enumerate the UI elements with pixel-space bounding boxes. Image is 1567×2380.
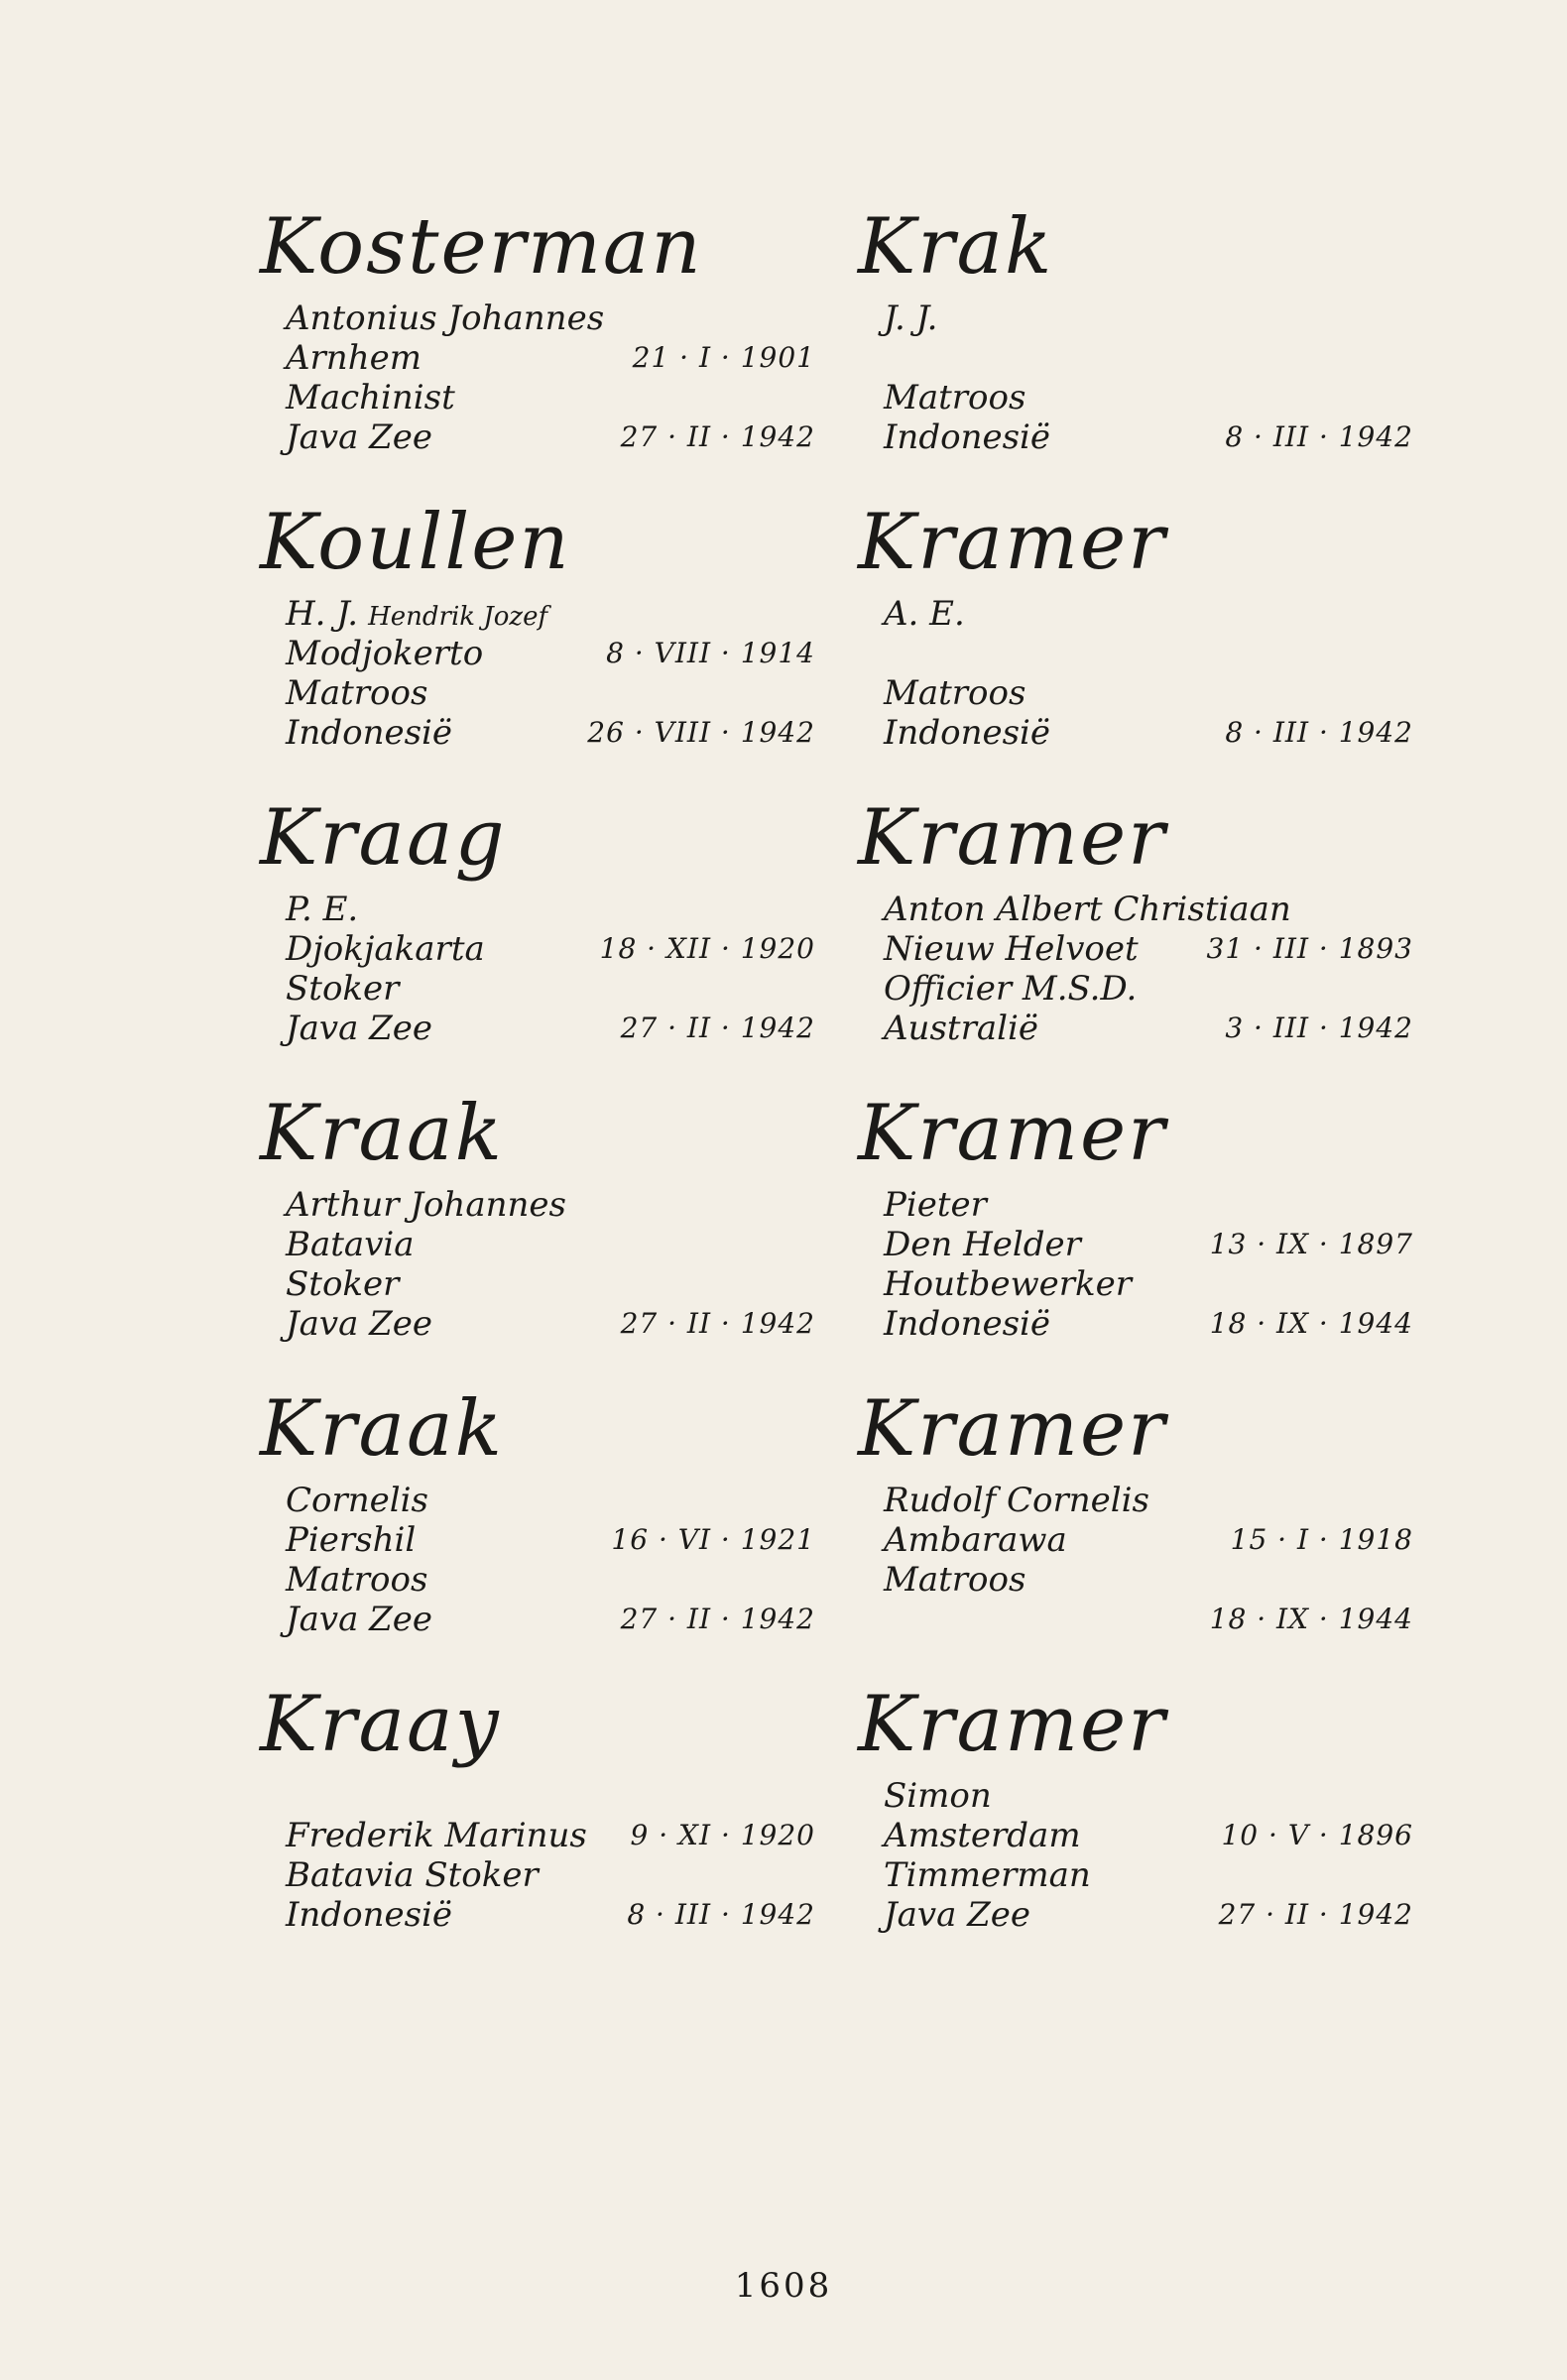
entry-text: [884, 1816, 1091, 1858]
entry-date: 27 · II · 1942: [620, 420, 815, 453]
entry-main-text: H. J.: [286, 594, 359, 634]
entry-date: 18 · IX · 1944: [1209, 1603, 1413, 1635]
entry-text: [286, 929, 495, 972]
register-entry: [260, 499, 815, 794]
surname: Krak: [858, 202, 1054, 292]
entry-line: [260, 713, 815, 753]
entry-text: [286, 1304, 442, 1347]
entry-date: 9 · XI · 1920: [630, 1819, 815, 1851]
entry-text: [884, 1481, 1159, 1523]
entry-line: [260, 298, 815, 338]
entry-date: 27 · II · 1942: [620, 1012, 815, 1044]
entry-line: [858, 378, 1413, 417]
entry-text: [884, 1560, 1035, 1603]
entry-text: [286, 338, 431, 381]
entry-text: [884, 417, 1060, 460]
register-entry: [858, 1385, 1413, 1681]
entry-line: [260, 594, 815, 634]
entry-main-text: Arnhem: [286, 338, 422, 378]
entry-date: 10 · V · 1896: [1221, 1819, 1413, 1851]
entry-main-text: Indonesië: [884, 417, 1051, 457]
entry-main-text: Stoker: [286, 1264, 400, 1304]
surname: Kraak: [260, 1089, 504, 1178]
entry-text: [286, 673, 437, 716]
entry-line: [858, 1816, 1413, 1855]
entry-main-text: Stoker: [286, 969, 400, 1009]
entry-line: [858, 1304, 1413, 1344]
register-entry: [858, 1090, 1413, 1385]
entry-line: [858, 417, 1413, 457]
entry-main-text: Arthur Johannes: [286, 1185, 566, 1225]
entry-line: [858, 929, 1413, 969]
entry-main-text: A. E.: [884, 594, 965, 634]
entry-text: [286, 713, 462, 756]
entry-main-text: Frederik Marinus: [286, 1816, 587, 1855]
entry-text: [884, 1185, 997, 1228]
entry-date: 31 · III · 1893: [1206, 932, 1413, 965]
surname: Kramer: [858, 1384, 1167, 1474]
entry-line: [260, 1009, 815, 1048]
entry-text: [286, 1185, 576, 1228]
entry-date: 8 · III · 1942: [1225, 716, 1413, 749]
entry-main-text: J. J.: [884, 298, 938, 338]
entry-text: [286, 1481, 438, 1523]
entry-line: [260, 1895, 815, 1935]
entry-text: [884, 969, 1146, 1012]
entry-line: [858, 594, 1413, 634]
entry-text: [286, 1520, 425, 1563]
entry-main-text: Houtbewerker: [884, 1264, 1133, 1304]
entry-line: [260, 1855, 815, 1895]
entry-main-text: Machinist: [286, 378, 455, 417]
left-column: [260, 203, 815, 1976]
entry-text: [286, 1009, 442, 1051]
register-entry: [260, 1385, 815, 1681]
register-entry: [260, 1681, 815, 1976]
entry-date: 3 · III · 1942: [1225, 1012, 1413, 1044]
entry-text: [286, 634, 493, 676]
entry-line: [858, 1225, 1413, 1264]
entry-main-text: Den Helder: [884, 1225, 1081, 1264]
entry-text: [884, 634, 894, 676]
entry-main-text: Officier M.S.D.: [884, 969, 1138, 1009]
entry-main-text: Matroos: [286, 673, 428, 713]
entry-date: 15 · I · 1918: [1230, 1523, 1413, 1556]
entry-text: [884, 890, 1301, 932]
entry-main-text: Pieter: [884, 1185, 987, 1225]
entry-text: [286, 298, 614, 341]
entry-text: [884, 594, 975, 637]
entry-line: [260, 1225, 815, 1264]
entry-line: [858, 1895, 1413, 1935]
entry-main-text: Matroos: [884, 1560, 1026, 1600]
register-entry: [858, 499, 1413, 794]
entry-text: [884, 338, 894, 381]
entry-main-text: Australië: [884, 1009, 1038, 1048]
entry-text: [286, 969, 409, 1012]
entry-main-text: Java Zee: [286, 1304, 433, 1344]
entry-line: [858, 1855, 1413, 1895]
entry-text: [286, 1816, 597, 1858]
entry-line: [260, 890, 815, 929]
entry-text: [884, 298, 947, 341]
entry-date: 8 · III · 1942: [1225, 420, 1413, 453]
entry-line: [260, 634, 815, 673]
entry-line: [858, 1185, 1413, 1225]
entry-text: [884, 1855, 1101, 1898]
entry-text: [286, 1855, 548, 1898]
surname: Kramer: [858, 1089, 1167, 1178]
entry-line: [858, 1560, 1413, 1600]
entry-extra-name: Hendrik Jozef: [368, 602, 548, 632]
entry-line: [260, 1816, 815, 1855]
entry-date: 13 · IX · 1897: [1209, 1228, 1413, 1260]
surname: Koullen: [260, 498, 571, 587]
entry-text: [286, 594, 547, 637]
entry-line: [260, 1560, 815, 1600]
surname: Kraak: [260, 1384, 504, 1474]
surname: Kraag: [260, 793, 507, 883]
entry-main-text: Modjokerto: [286, 634, 484, 673]
entry-main-text: Java Zee: [286, 417, 433, 457]
entry-line: [260, 338, 815, 378]
entry-line: [260, 417, 815, 457]
surname: Kraay: [260, 1680, 501, 1769]
entry-main-text: Ambarawa: [884, 1520, 1067, 1560]
entry-main-text: Matroos: [884, 378, 1026, 417]
entry-line: [260, 673, 815, 713]
entry-main-text: Nieuw Helvoet: [884, 929, 1139, 969]
entry-line: [260, 1776, 815, 1816]
entry-main-text: Rudolf Cornelis: [884, 1481, 1149, 1520]
entry-main-text: Piershil: [286, 1520, 417, 1560]
entry-main-text: Matroos: [286, 1560, 428, 1600]
entry-text: [884, 1600, 894, 1642]
entry-text: [884, 1304, 1060, 1347]
entry-text: [286, 890, 368, 932]
entry-line: [858, 634, 1413, 673]
entry-main-text: Simon: [884, 1776, 992, 1816]
entry-main-text: Antonius Johannes: [286, 298, 605, 338]
entry-line: [260, 969, 815, 1009]
entry-text: [286, 1600, 442, 1642]
entry-main-text: Indonesië: [286, 713, 453, 753]
entry-main-text: Timmerman: [884, 1855, 1091, 1895]
entry-text: [884, 713, 1060, 756]
entry-line: [260, 1185, 815, 1225]
entry-main-text: Matroos: [884, 673, 1026, 713]
entry-line: [858, 1600, 1413, 1639]
entry-line: [260, 378, 815, 417]
entry-main-text: Batavia: [286, 1225, 415, 1264]
surname: Kramer: [858, 498, 1167, 587]
entry-line: [858, 1776, 1413, 1816]
register-entry: [260, 203, 815, 499]
entry-text: [286, 1225, 424, 1267]
entry-line: [858, 713, 1413, 753]
right-column: [858, 203, 1413, 1976]
entry-text: [286, 378, 465, 420]
entry-line: [260, 929, 815, 969]
entry-text: [884, 1895, 1040, 1938]
entry-line: [858, 890, 1413, 929]
entry-date: 26 · VIII · 1942: [587, 716, 815, 749]
entry-date: 27 · II · 1942: [620, 1307, 815, 1340]
entry-date: 18 · XII · 1920: [599, 932, 815, 965]
entry-line: [260, 1304, 815, 1344]
entry-line: [260, 1520, 815, 1560]
register-entry: [260, 1090, 815, 1385]
entry-date: 16 · VI · 1921: [611, 1523, 815, 1556]
entry-line: [858, 673, 1413, 713]
entry-text: [884, 1776, 1002, 1819]
entry-text: [884, 1009, 1048, 1051]
entry-main-text: Djokjakarta: [286, 929, 485, 969]
entry-main-text: Java Zee: [884, 1895, 1031, 1935]
entry-main-text: Java Zee: [286, 1600, 433, 1639]
surname: Kramer: [858, 793, 1167, 883]
entry-main-text: Indonesië: [286, 1895, 453, 1935]
entry-text: [884, 929, 1148, 972]
entry-date: 27 · II · 1942: [1218, 1898, 1413, 1931]
register-entry: [858, 1681, 1413, 1976]
entry-main-text: Indonesië: [884, 713, 1051, 753]
entry-text: [286, 1895, 462, 1938]
entry-text: [884, 378, 1035, 420]
entry-text: [884, 1520, 1077, 1563]
entry-text: [286, 1560, 437, 1603]
entry-main-text: Anton Albert Christiaan: [884, 890, 1291, 929]
entry-date: 18 · IX · 1944: [1209, 1307, 1413, 1340]
entry-text: [884, 1225, 1091, 1267]
entry-line: [858, 1264, 1413, 1304]
entry-line: [858, 298, 1413, 338]
entry-line: [858, 1481, 1413, 1520]
entry-main-text: P. E.: [286, 890, 359, 929]
entry-date: 27 · II · 1942: [620, 1603, 815, 1635]
register-entry: [858, 203, 1413, 499]
surname: Kosterman: [260, 202, 703, 292]
register-entry: [858, 794, 1413, 1090]
entry-line: [260, 1264, 815, 1304]
surname: Kramer: [858, 1680, 1167, 1769]
entry-date: 8 · VIII · 1914: [606, 637, 815, 669]
entry-text: [286, 1776, 296, 1819]
entry-main-text: Java Zee: [286, 1009, 433, 1048]
entry-date: 8 · III · 1942: [627, 1898, 815, 1931]
entry-text: [286, 417, 442, 460]
entry-line: [858, 1520, 1413, 1560]
entry-main-text: Cornelis: [286, 1481, 428, 1520]
page-number: 1608: [734, 2266, 833, 2306]
register-entry: [260, 794, 815, 1090]
entry-line: [858, 338, 1413, 378]
entry-main-text: Batavia Stoker: [286, 1855, 539, 1895]
entry-date: 21 · I · 1901: [632, 341, 815, 374]
entry-main-text: Indonesië: [884, 1304, 1051, 1344]
entry-main-text: Amsterdam: [884, 1816, 1081, 1855]
entry-line: [260, 1481, 815, 1520]
entry-text: [286, 1264, 409, 1307]
entry-line: [858, 1009, 1413, 1048]
entry-line: [260, 1600, 815, 1639]
entry-line: [858, 969, 1413, 1009]
entry-text: [884, 1264, 1142, 1307]
entry-text: [884, 673, 1035, 716]
